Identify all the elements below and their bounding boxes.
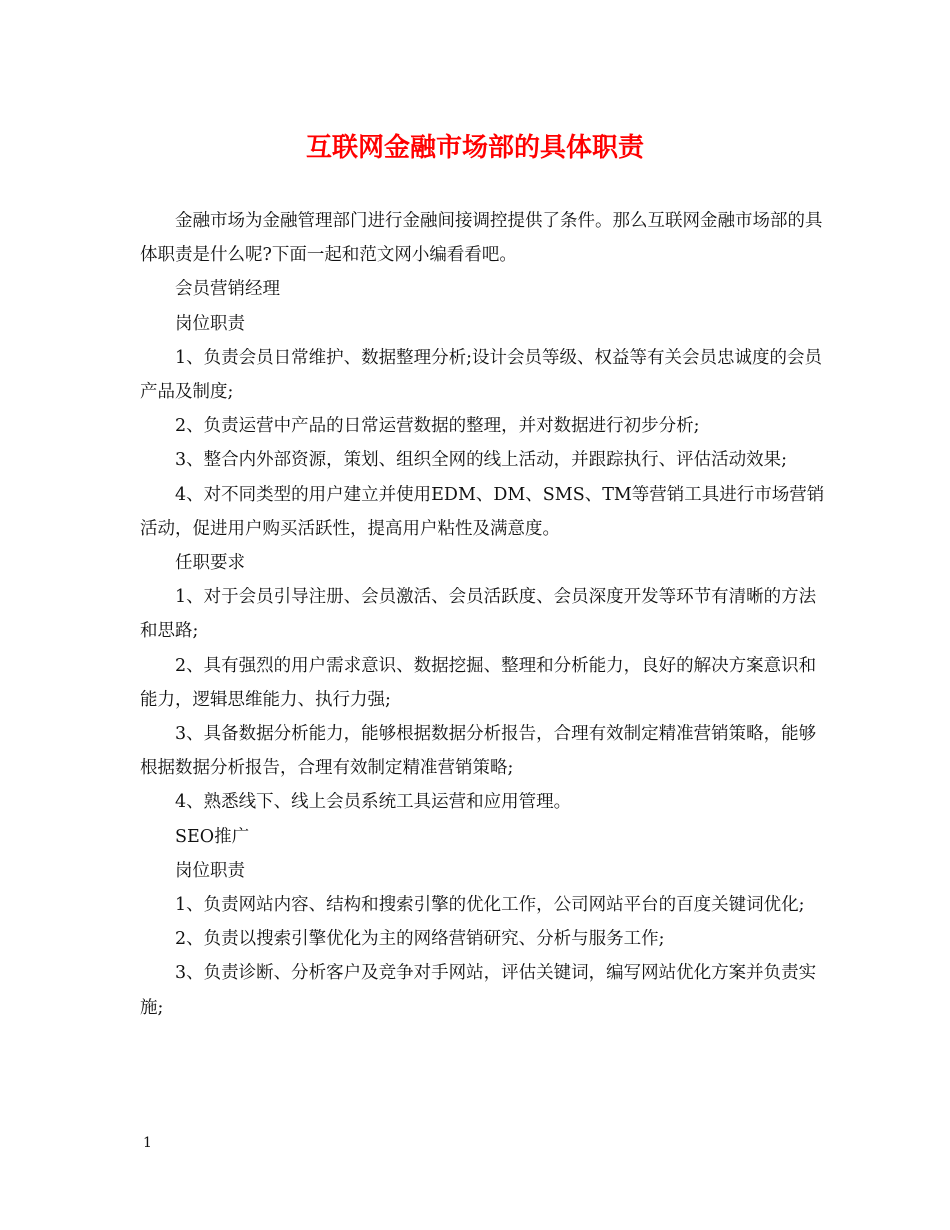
subheading-requirements: 任职要求: [175, 553, 245, 574]
paragraph-requirement-2: 2、具有强烈的用户需求意识、数据挖掘、整理和分析能力，良好的解决方案意识和能力，逻辑思维能力、执行力强;: [140, 655, 817, 710]
subheading-seo-job-duties: 岗位职责: [175, 860, 245, 881]
paragraph-requirement-3: 3、具备数据分析能力，能够根据数据分析报告，合理有效制定精准营销策略，能够根据数据分析报告，合理有效制定精准营销策略;: [140, 724, 817, 779]
page-number: 1: [143, 1135, 152, 1151]
section-heading-seo: SEO推广: [175, 826, 250, 847]
section-heading-member-marketing-manager: 会员营销经理: [175, 279, 280, 300]
paragraph-duty-2: 2、负责运营中产品的日常运营数据的整理，并对数据进行初步分析;: [175, 416, 700, 437]
paragraph-intro: 金融市场为金融管理部门进行金融间接调控提供了条件。那么互联网金融市场部的具体职责是什么呢?下面一起和范文网小编看看吧。: [140, 211, 823, 266]
document-body: [140, 204, 830, 1025]
paragraph-duty-3: 3、整合内外部资源，策划、组织全网的线上活动，并跟踪执行、评估活动效果;: [175, 450, 788, 471]
paragraph-seo-duty-1: 1、负责网站内容、结构和搜索引擎的优化工作，公司网站平台的百度关键词优化;: [175, 895, 805, 916]
paragraph-duty-1: 1、负责会员日常维护、数据整理分析;设计会员等级、权益等有关会员忠诚度的会员产品及制度;: [140, 347, 823, 403]
paragraph-requirement-1: 1、对于会员引导注册、会员激活、会员活跃度、会员深度开发等环节有清晰的方法和思路;: [140, 587, 817, 642]
paragraph-requirement-4: 4、熟悉线下、线上会员系统工具运营和应用管理。: [175, 792, 572, 813]
paragraph-seo-duty-2: 2、负责以搜索引擎优化为主的网络营销研究、分析与服务工作;: [175, 929, 665, 950]
subheading-job-duties: 岗位职责: [175, 313, 245, 334]
paragraph-duty-4: 4、对不同类型的用户建立并使用EDM、DM、SMS、TM等营销工具进行市场营销活动，促进用户购买活跃性，提高用户粘性及满意度。: [140, 484, 825, 539]
paragraph-seo-duty-3: 3、负责诊断、分析客户及竞争对手网站，评估关键词，编写网站优化方案并负责实施;: [140, 963, 817, 1018]
document-title: 互联网金融市场部的具体职责: [305, 133, 644, 163]
